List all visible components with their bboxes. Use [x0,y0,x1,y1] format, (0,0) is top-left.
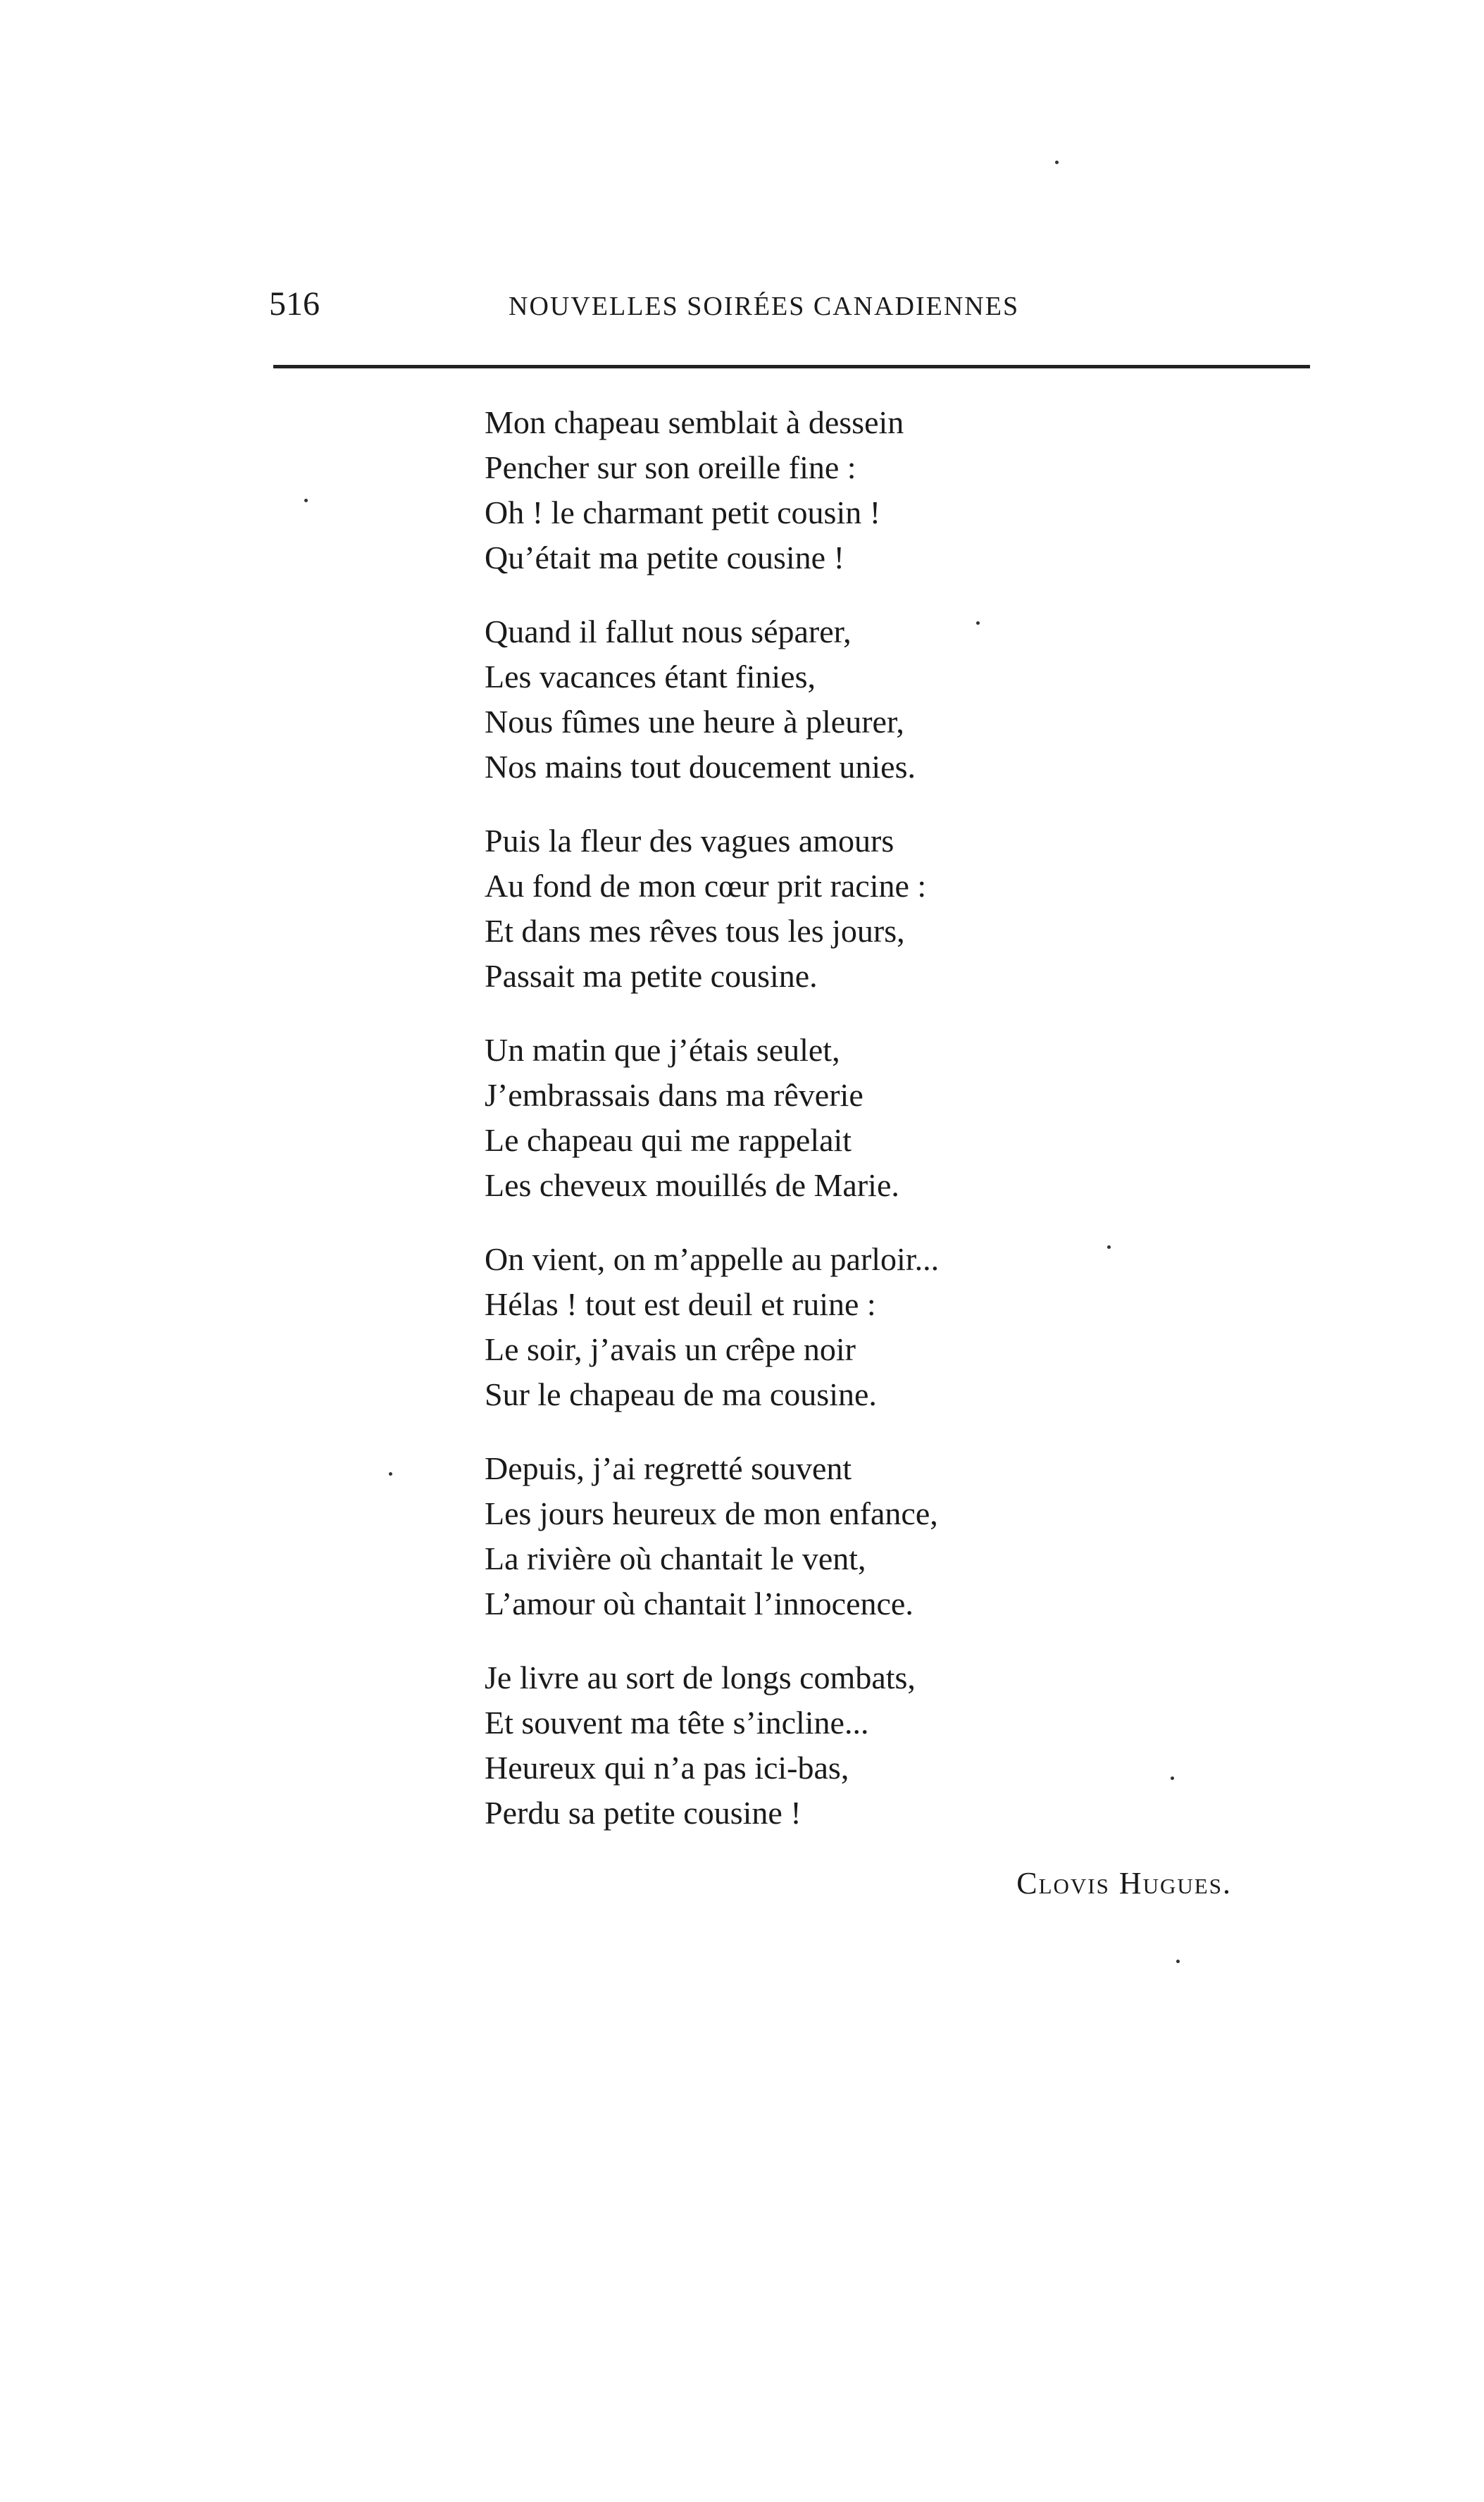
poem-line: Heureux qui n’a pas ici-bas, [485,1750,849,1786]
stanza-5 [485,1237,1118,1417]
running-title: NOUVELLES SOIRÉES CANADIENNES [509,292,1020,321]
poem-line: Puis la fleur des vagues amours [485,823,894,859]
poem-line: L’amour où chantait l’innocence. [485,1586,914,1622]
stanza-6 [485,1446,1118,1626]
poem-line: Un matin que j’étais seulet, [485,1032,840,1068]
poem-line: Sur le chapeau de ma cousine. [485,1376,877,1412]
scan-speck [1171,1776,1174,1780]
poem-line: Passait ma petite cousine. [485,958,818,994]
scan-speck [1055,161,1059,164]
poem-line: J’embrassais dans ma rêverie [485,1077,863,1113]
poem-line: Nous fûmes une heure à pleurer, [485,704,904,740]
poem-line: Nos mains tout doucement unies. [485,749,916,785]
scan-speck [1107,1245,1111,1249]
stanza-2 [485,609,1118,790]
poem-line: Les jours heureux de mon enfance, [485,1495,938,1531]
poem-line: Les cheveux mouillés de Marie. [485,1167,899,1203]
author-signature: Clovis Hugues. [1016,1866,1232,1900]
poem-line: La rivière où chantait le vent, [485,1541,866,1576]
poem-line: Et souvent ma tête s’incline... [485,1705,869,1741]
poem-line: Depuis, j’ai regretté souvent [485,1450,852,1486]
scan-speck [304,499,308,502]
scan-speck [389,1472,392,1476]
poem-line: Le soir, j’avais un crêpe noir [485,1331,856,1367]
scan-speck [1176,1960,1180,1963]
poem-line: On vient, on m’appelle au parloir... [485,1241,940,1277]
page-number: 516 [269,285,320,323]
stanza-4 [485,1028,1118,1208]
poem-line: Perdu sa petite cousine ! [485,1795,802,1831]
poem-line: Mon chapeau semblait à dessein [485,404,904,440]
poem-line: Le chapeau qui me rappelait [485,1122,852,1158]
poem-line: Hélas ! tout est deuil et ruine : [485,1286,876,1322]
poem-line: Pencher sur son oreille fine : [485,449,856,485]
stanza-7 [485,1655,1118,1836]
poem-line: Qu’était ma petite cousine ! [485,540,844,575]
scan-speck [976,621,980,625]
stanza-3 [485,819,1118,999]
stanza-1 [485,400,1118,580]
poem-line: Au fond de mon cœur prit racine : [485,868,927,904]
poem [485,400,1118,1865]
poem-line: Et dans mes rêves tous les jours, [485,913,905,949]
poem-line: Je livre au sort de longs combats, [485,1660,916,1695]
poem-line: Oh ! le charmant petit cousin ! [485,494,881,530]
header-rule [273,365,1310,368]
poem-line: Quand il fallut nous séparer, [485,614,852,649]
poem-line: Les vacances étant finies, [485,659,816,695]
